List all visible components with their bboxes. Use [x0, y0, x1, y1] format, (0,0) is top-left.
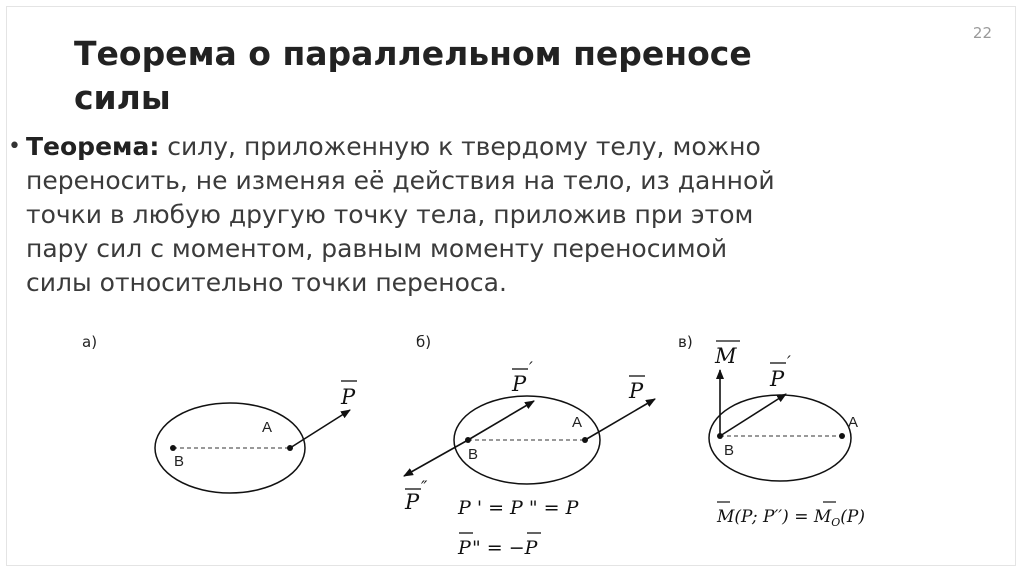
point-a-c [839, 433, 845, 439]
equation-magnitudes: P ' = P " = P [458, 497, 579, 519]
theorem-line-1: силу, приложенную к твердому телу, можно [159, 132, 761, 161]
figure-a-label: а) [82, 333, 98, 351]
figure-b-label: б) [416, 333, 432, 351]
theorem-line-5: силы относительно точки переноса. [26, 268, 507, 297]
moment-formula [716, 507, 865, 529]
prime-mark-p-double-prime: ″ [421, 478, 428, 498]
point-b-label-b: B [468, 446, 479, 463]
body-ellipse-c [709, 395, 851, 481]
bullet-icon: • [8, 134, 21, 159]
prime-mark-p-prime: ′ [529, 359, 533, 379]
force-arrow-p-b [585, 399, 655, 440]
equation-vector-right: " = −P [472, 537, 538, 559]
force-label-p-double-prime: P [405, 490, 420, 514]
figure-a [155, 381, 357, 493]
page-number: 22 [972, 24, 992, 42]
theorem-line-3: точки в любую другую точку тела, приложив при этом [26, 200, 754, 229]
figure-b [404, 359, 655, 559]
point-a-label-c: A [848, 414, 859, 431]
point-a-label-b: A [572, 414, 583, 431]
moment-label-m: M [715, 344, 737, 368]
slide-title-line-1: Теорема о параллельном переносе [74, 34, 752, 73]
point-b-label-a: B [174, 453, 185, 470]
force-label-p-prime: P [512, 372, 527, 396]
figure-c-label: в) [678, 333, 693, 351]
point-b-label-c: B [724, 442, 735, 459]
moment-formula-main: M(P; P′′) = M [717, 507, 832, 527]
force-label-p-prime-c: P [770, 367, 785, 391]
force-arrow-p-prime-c [720, 394, 786, 436]
force-label-p-b: P [629, 379, 644, 403]
theorem-line-2: переносить, не изменяя её действия на тело, из данной [26, 166, 775, 195]
moment-formula-subscript: O [831, 516, 841, 529]
point-b-a [170, 445, 176, 451]
theorem-line-4: пару сил с моментом, равным моменту переносимой [26, 234, 728, 263]
figure-c [709, 341, 865, 529]
equation-vector-left: P [458, 537, 471, 559]
slide-title-line-2: силы [74, 78, 171, 117]
force-label-p-a: P [341, 385, 356, 409]
point-a-label-a: A [262, 419, 273, 436]
force-arrow-p-double-prime [404, 440, 468, 476]
moment-formula-tail: (P) [840, 507, 865, 527]
theorem-lead: Теорема: [26, 132, 160, 161]
prime-mark-p-prime-c: ′ [787, 353, 791, 373]
